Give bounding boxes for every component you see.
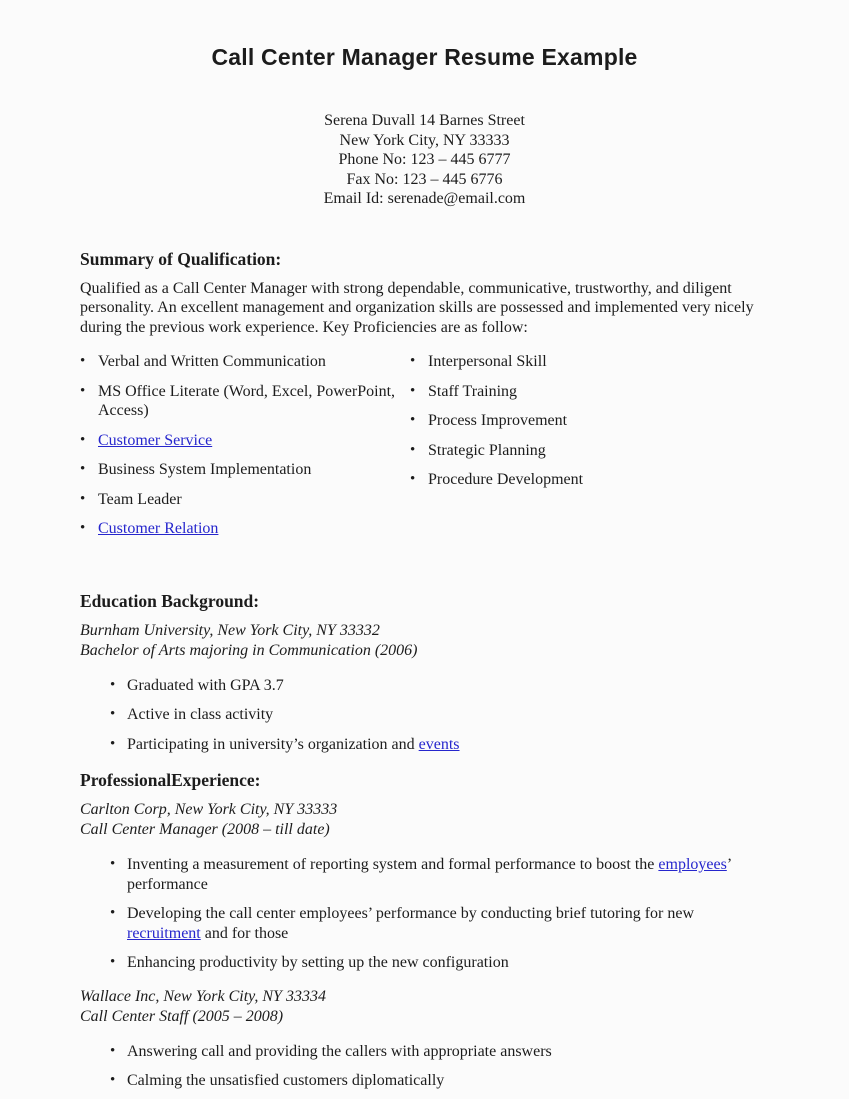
- job-role: Call Center Manager (2008 – till date): [80, 821, 330, 838]
- skill-item: [80, 382, 410, 421]
- skills-right-list: [410, 352, 583, 549]
- skill-item: [80, 460, 410, 480]
- contact-fax: Fax No: 123 – 445 6776: [346, 170, 503, 188]
- job-bullet-text: Enhancing productivity by setting up the new configuration: [127, 954, 509, 971]
- job-block: [80, 800, 764, 973]
- skill-item: [410, 411, 583, 431]
- job-block: [80, 987, 764, 1091]
- job-bullet-text: Developing the call center employees’ performance by conducting brief tutoring for new: [127, 905, 695, 922]
- education-school: Burnham University, New York City, NY 33332: [80, 621, 380, 639]
- education-item-label: Active in class activity: [127, 706, 274, 723]
- skill-label: Procedure Development: [428, 471, 584, 488]
- summary-heading: Summary of Qualification:: [80, 248, 282, 269]
- skill-item: [80, 519, 410, 539]
- skill-label: MS Office Literate (Word, Excel, PowerPoint, Access): [98, 382, 396, 419]
- skill-item: [80, 352, 410, 372]
- education-item: [110, 705, 764, 725]
- education-item: [110, 735, 764, 755]
- education-item-label: Participating in university’s organization and: [127, 735, 419, 753]
- job-bullet-text: Answering call and providing the callers with appropriate answers: [127, 1042, 552, 1060]
- contact-name-address: Serena Duvall 14 Barnes Street: [324, 112, 525, 129]
- events-link[interactable]: events: [418, 735, 460, 753]
- skills-columns: [80, 352, 764, 549]
- skill-item: [80, 431, 410, 451]
- resume-content: [0, 249, 849, 1091]
- education-heading: Education Background:: [80, 590, 260, 611]
- page-title: Call Center Manager Resume Example: [211, 44, 638, 70]
- skill-label: Process Improvement: [428, 412, 568, 429]
- customer-service-link[interactable]: Customer Service: [98, 431, 213, 449]
- summary-section: [80, 249, 764, 549]
- skill-label: Staff Training: [428, 382, 518, 400]
- skill-item: [410, 352, 583, 372]
- job-bullet: [110, 855, 764, 894]
- job-bullet: [110, 953, 764, 973]
- employees-link[interactable]: employees: [658, 856, 727, 873]
- job-company: Wallace Inc, New York City, NY 33334: [80, 987, 326, 1005]
- skill-label: Business System Implementation: [98, 461, 312, 478]
- education-section: [80, 591, 764, 755]
- job-bullet-text: ’ performance: [127, 856, 731, 893]
- contact-block: [0, 111, 849, 209]
- skill-label: Verbal and Written Communication: [98, 353, 326, 370]
- customer-relation-link[interactable]: Customer Relation: [98, 520, 219, 537]
- skill-label: Interpersonal Skill: [428, 353, 547, 370]
- job-bullet: [110, 1071, 764, 1091]
- summary-paragraph: Qualified as a Call Center Manager with strong dependable, communicative, trustworthy, and diligent personality. An excellent management and organization skills are possessed and implemented very nicely during the previous work experience. Key Proficiencies are as follow:: [80, 279, 754, 336]
- skill-item: [410, 470, 583, 490]
- job-company: Carlton Corp, New York City, NY 33333: [80, 801, 338, 818]
- skill-item: [80, 490, 410, 510]
- skill-label: Strategic Planning: [428, 441, 546, 459]
- contact-city: New York City, NY 33333: [339, 131, 510, 149]
- job-bullet: [110, 904, 764, 943]
- job-bullet-text: Inventing a measurement of reporting system and formal performance to boost the: [127, 856, 659, 873]
- contact-email: Email Id: serenade@email.com: [323, 190, 526, 207]
- skills-left-list: [80, 352, 410, 549]
- job-bullet-text: Calming the unsatisfied customers diplomatically: [127, 1072, 445, 1089]
- skill-item: [410, 441, 583, 461]
- job-bullet-list: [110, 855, 764, 973]
- job-bullet-list: [110, 1042, 764, 1091]
- recruitment-link[interactable]: recruitment: [127, 924, 201, 942]
- education-item-label: Graduated with GPA 3.7: [127, 676, 284, 694]
- experience-section: [80, 770, 764, 1091]
- job-role: Call Center Staff (2005 – 2008): [80, 1007, 284, 1025]
- skill-item: [410, 382, 583, 402]
- education-item: [110, 676, 764, 696]
- job-bullet: [110, 1042, 764, 1062]
- experience-heading: ProfessionalExperience:: [80, 770, 261, 790]
- education-list: [110, 676, 764, 755]
- skill-label: Team Leader: [98, 490, 182, 508]
- job-bullet-text: and for those: [200, 924, 289, 942]
- education-degree: Bachelor of Arts majoring in Communication (2006): [80, 641, 418, 659]
- contact-phone: Phone No: 123 – 445 6777: [338, 151, 511, 168]
